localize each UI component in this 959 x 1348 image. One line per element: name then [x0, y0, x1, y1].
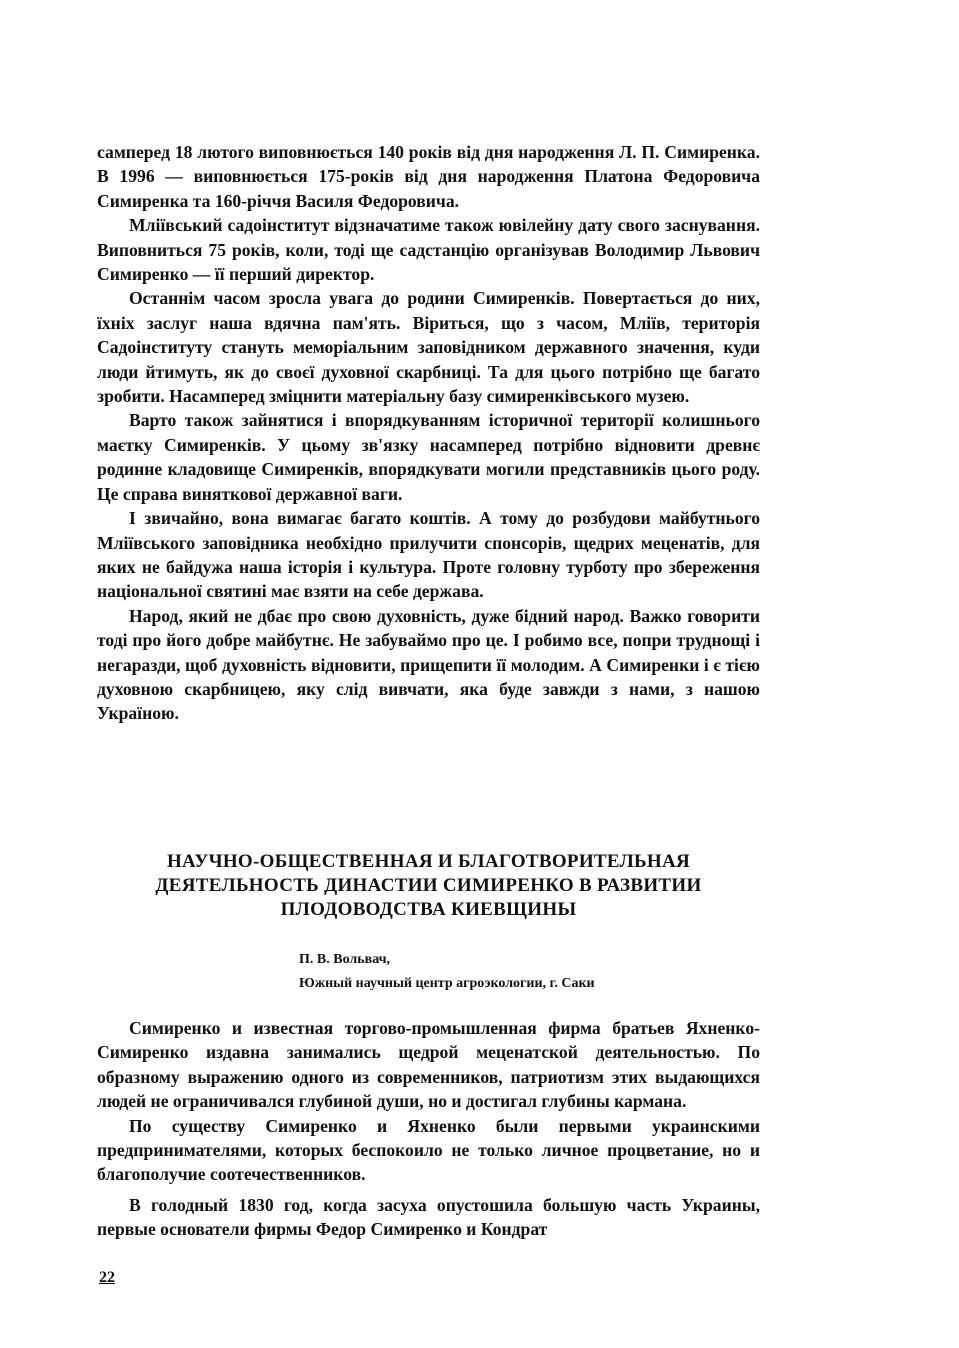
title-line: ПЛОДОВОДСТВА КИЕВЩИНЫ	[280, 899, 577, 920]
paragraph: Симиренко и известная торгово-промышленная фирма братьев Яхненко-Симиренко издавна занимались щедрой меценатской деятельностью. По образному выражению одного из современников, патриотизм этих выдающихся людей не ограничивался глубиной души, но и достигал глубины кармана.	[97, 1018, 760, 1112]
article-body	[97, 1016, 760, 1242]
paragraph: Варто також зайнятися і впорядкуванням історичної території колишнього маєтку Симиренків. У цьому зв'язку насамперед потрібно відновити древнє родинне кладовище Симиренків, впорядкувати могили представників цього роду. Це справа виняткової державної ваги.	[97, 410, 760, 504]
paragraph: Останнім часом зросла увага до родини Симиренків. Повертається до них, їхніх заслуг наша вдячна пам'ять. Віриться, що з часом, Мліїв, територія Садоінституту стануть меморіальним заповідником державного значення, куди люди йтимуть, як до своєї духовної скарбниці. Та для цього потрібно ще багато зробити. Насамперед зміцнити матеріальну базу симиренківського музею.	[97, 288, 760, 407]
author-name: П. В. Вольвач,	[299, 952, 391, 967]
paragraph: Народ, який не дбає про свою духовність, дуже бідний народ. Важко говорити тоді про його добре майбутнє. Не забуваймо про це. І робимо все, попри труднощі і негаразди, щоб духовність відновити, прищепити її молодим. А Симиренки і є тією духовною скарбницею, яку слід вивчати, яка буде завжди з нами, з нашою Україною.	[97, 605, 760, 724]
article-byline	[299, 948, 759, 996]
author-affiliation: Южный научный центр агроэкологии, г. Саки	[299, 976, 595, 991]
paragraph: І звичайно, вона вимагає багато коштів. А тому до розбудови майбутнього Мліївського заповідника необхідно прилучити спонсорів, щедрих меценатів, для яких не байдужа наша історія і культура. Проте головну турботу про збереження національної святині має взяти на себе держава.	[97, 508, 760, 602]
article-title	[97, 850, 760, 922]
title-line: ДЕЯТЕЛЬНОСТЬ ДИНАСТИИ СИМИРЕНКО В РАЗВИТИИ	[155, 875, 702, 896]
title-line: НАУЧНО-ОБЩЕСТВЕННАЯ И БЛАГОТВОРИТЕЛЬНАЯ	[166, 851, 691, 872]
paragraph: По существу Симиренко и Яхненко были первыми украинскими предпринимателями, которых беспокоило не только личное процветание, но и благополучие соотечественников.	[97, 1115, 760, 1185]
page-number: 22	[99, 1269, 115, 1286]
section1-text	[97, 140, 760, 726]
paragraph: Мліївський садоінститут відзначатиме також ювілейну дату свого заснування. Виповниться 75 років, коли, тоді ще садстанцію організував Володимир Львович Симиренко — її перший директор.	[97, 215, 760, 285]
paragraph: самперед 18 лютого виповнюється 140 років від дня народження Л. П. Симиренка. В 1996 — виповнюється 175-років від дня народження Платона Федоровича Симиренка та 160-річчя Василя Федоровича.	[97, 142, 760, 211]
paragraph: В голодный 1830 год, когда засуха опустошила большую часть Украины, первые основатели фирмы Федор Симиренко и Кондрат	[97, 1194, 760, 1240]
